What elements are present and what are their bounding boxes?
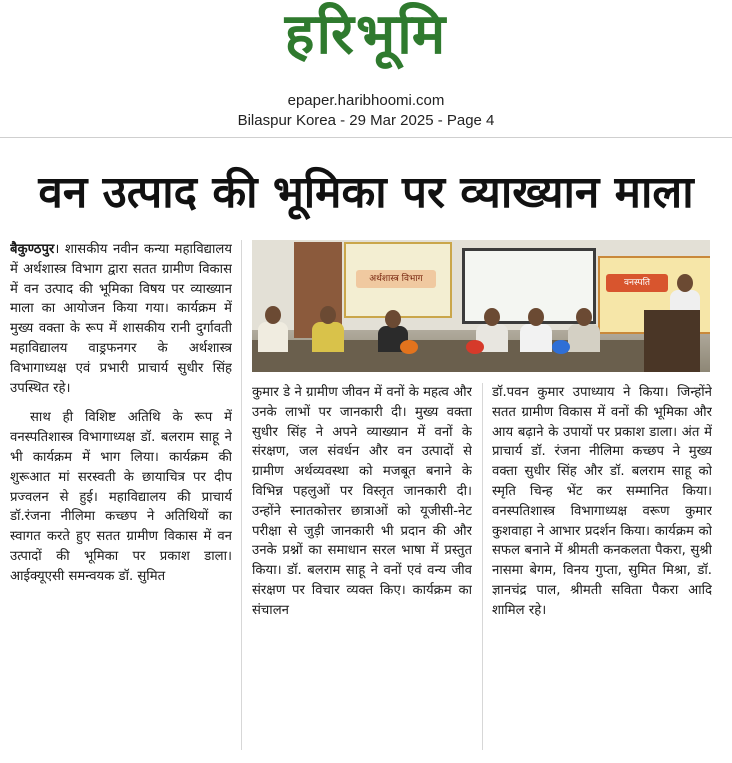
person-head	[528, 308, 544, 326]
dateline: बैकुण्ठपुर	[10, 242, 55, 257]
paragraph-2: साथ ही विशिष्ट अतिथि के रूप में वनस्पतिशास्त्र विभागाध्यक्ष डॉ. बलराम साहू ने भी कार्यक्रम में भाग लिया। कार्यक्रम की शुरूआत मां सरस्वती के छायाचित्र पर दीप प्रज्वलन से हुई। महाविद्यालय की प्राचार्य डॉ.रंजना नीलिमा कच्छप ने अतिथियों का स्वागत करते हुए सतत ग्रामीण विकास में वन उत्पादों की भूमिका पर प्रकाश डाला। आईक्यूएसी समन्वयक डॉ. सुमित	[10, 410, 232, 584]
banner-left-label: अर्थशास्त्र विभाग	[356, 270, 436, 288]
masthead	[0, 0, 732, 129]
newspaper-logo: हरिभूमि	[284, 2, 448, 67]
column-rule	[482, 383, 483, 750]
seated-person	[312, 322, 344, 352]
person-head	[265, 306, 281, 324]
source-url: epaper.haribhoomi.com	[287, 92, 445, 109]
clip-divider	[0, 137, 732, 138]
flower-bouquet	[552, 340, 570, 354]
article-headline: वन उत्पाद की भूमिका पर व्याख्यान माला	[38, 167, 694, 218]
podium	[644, 310, 700, 372]
person-head	[385, 310, 401, 328]
speaker-head	[677, 274, 693, 292]
paragraph-1-text: । शासकीय नवीन कन्या महाविद्यालय में अर्थशास्त्र विभाग द्वारा सतत ग्रामीण विकास में वन उत्पाद की भूमिका विषय पर व्याख्यान माला का आयोजन किया गया। कार्यक्रम में मुख्य वक्ता के रूप में शासकीय रानी दुर्गावती महाविद्यालय वाड्रफनगर के अर्थशास्त्र विभागाध्यक्ष एवं प्रभारी प्राचार्य सुधीर सिंह उपस्थित रहे।	[10, 242, 232, 396]
paragraph-1	[10, 240, 232, 398]
seated-person	[258, 322, 288, 352]
banner-right-label: वनस्पति	[606, 274, 668, 292]
seated-person	[568, 324, 600, 352]
flower-bouquet	[466, 340, 484, 354]
flower-bouquet	[400, 340, 418, 354]
seated-person	[520, 324, 552, 352]
article-column-2: कुमार डे ने ग्रामीण जीवन में वनों के महत्व और उनके लाभों पर जानकारी दी। मुख्य वक्ता सुधीर सिंह ने अपने व्याख्यान में वनों के संरक्षण, जल संवर्धन और वन उत्पादों से ग्रामीण अर्थव्यवस्था को मजबूत बनाने के विभिन्न पहलुओं पर विस्तृत जानकारी दी। उन्होंने स्नातकोत्तर छात्राओं को यूजीसी-नेट परीक्षा से जुड़ी जानकारी भी प्रदान की और उनके प्रश्नों का समाधान सरल भाषा में प्रस्तुत किया। डॉ. बलराम साहू ने वनों एवं वन्य जीव संरक्षण पर विचार व्यक्त किए। कार्यक्रम का संचालन	[252, 385, 472, 618]
photo-banner-left	[344, 242, 452, 318]
person-head	[576, 308, 592, 326]
event-photo	[252, 240, 710, 372]
person-head	[484, 308, 500, 326]
article-column-1	[10, 240, 232, 750]
edition-date-page: Bilaspur Korea - 29 Mar 2025 - Page 4	[237, 112, 495, 129]
article-column-3: डॉ.पवन कुमार उपाध्याय ने किया। जिन्होंने सतत ग्रामीण विकास में वनों की भूमिका और आय बढ़ाने के उपायों पर प्रकाश डाला। अंत में प्राचार्य डॉ. रंजना नीलिमा कच्छप ने मुख्य वक्ता सुधीर सिंह और डॉ. बलराम साहू को स्मृति चिन्ह भेंट कर सम्मानित किया। वनस्पतिशास्त्र विभागाध्यक्ष वरूण कुमार कुशवाहा ने आभार प्रदर्शन किया। कार्यक्रम को सफल बनाने में श्रीमती कनकलता पैकरा, सुश्री नासमा बेगम, विनय गुप्ता, सुमित मिश्रा, डॉ. ज्ञानचंद्र पाल, श्रीमती सविता पैकरा आदि शामिल रहे।	[492, 385, 712, 618]
column-rule	[241, 240, 242, 750]
person-head	[320, 306, 336, 324]
